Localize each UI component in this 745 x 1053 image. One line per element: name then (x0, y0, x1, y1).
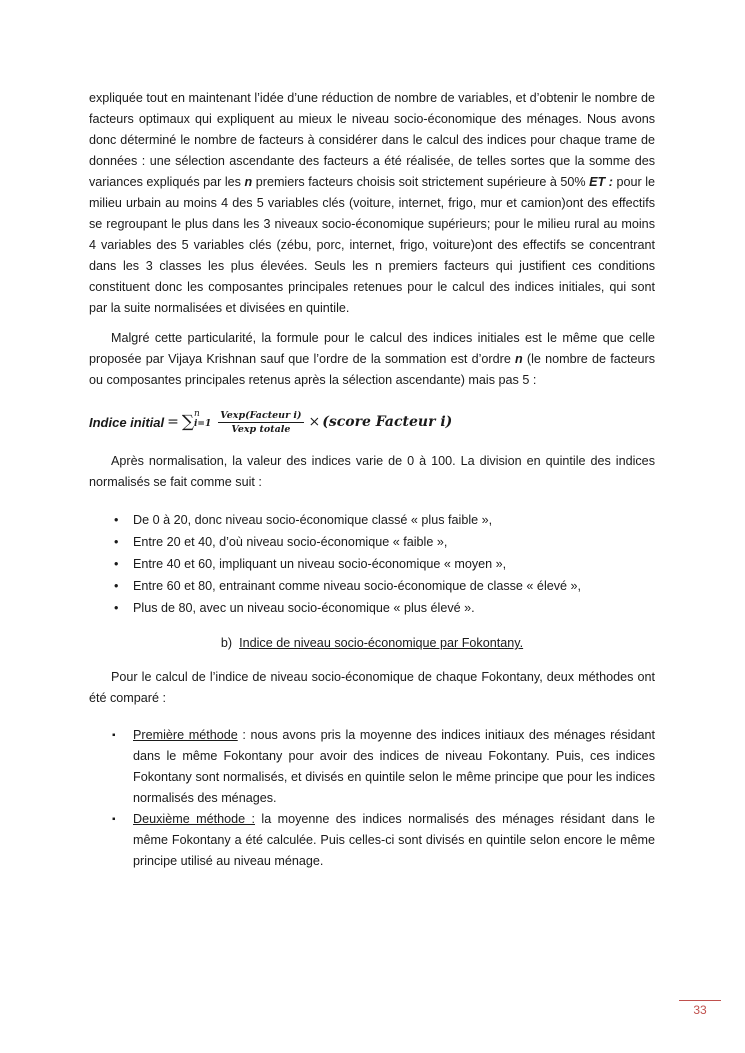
section-prefix: b) (220, 636, 233, 650)
sum-limits (194, 409, 212, 429)
list-item: ▪ Deuxième méthode : la moyenne des indices normalisés des ménages résidant dans le même Fokontany a été calculée. Puis celles-ci sont divisés en quintile selon encore le même principe utilisé au niveau ménage. (89, 809, 655, 872)
paragraph-formula-intro: Malgré cette particularité, la formule pour le calcul des indices initiales est le même que celle proposée par Vijaya Krishnan sauf que l’ordre de la sommation est d’ordre n (le nombre de facteurs ou composantes principales retenus après la sélection ascendante) mais pas 5 : (89, 331, 656, 387)
italic-n: n (244, 175, 253, 189)
section-title: Indice de niveau socio-économique par Fokontany. (239, 636, 524, 650)
bullet-icon: • (114, 601, 119, 615)
variance-fraction (218, 410, 303, 435)
footer-divider (679, 1000, 721, 1001)
list-item: • Entre 20 et 40, d’où niveau socio-économique « faible », (89, 531, 655, 553)
paragraph-normalisation: Après normalisation, la valeur des indices varie de 0 à 100. La division en quintile des indices normalisés se fait comme suit : (89, 454, 655, 489)
method-label: Première méthode (133, 728, 238, 742)
list-item: • Entre 60 et 80, entrainant comme niveau socio-économique de classe « élevé », (89, 575, 655, 597)
list-item: ▪ Première méthode : nous avons pris la moyenne des indices initiaux des ménages résidant dans le même Fokontany pour avoir des indices de niveau Fokontany. Puis, ces indices Fokontany sont normalisés, et divisés en quintile selon le même principe que pour les indices normalisés des ménages. (89, 725, 655, 809)
sigma-symbol: ∑ (181, 412, 194, 432)
bullet-icon: • (114, 513, 119, 527)
list-item: • De 0 à 20, donc niveau socio-économique classé « plus faible », (89, 509, 655, 531)
square-bullet-icon: ▪ (112, 814, 116, 825)
formula-lhs: Indice initial (89, 414, 165, 430)
italic-n: n (515, 352, 523, 366)
list-item: • Plus de 80, avec un niveau socio-économique « plus élevé ». (89, 597, 655, 619)
paragraph-fokontany-intro: Pour le calcul de l’indice de niveau socio-économique de chaque Fokontany, deux méthodes ont été comparé : (89, 670, 655, 705)
sum-lower: i=1 (194, 419, 212, 429)
paragraph-factor-selection: expliquée tout en maintenant l’idée d’une réduction de nombre de variables, et d’obtenir le nombre de facteurs optimaux qui expliquent au mieux le niveau socio-économique des ménages. Nous avons donc déterminé le nombre de facteurs à considérer dans le calcul des indices pour chaque trame de données : une sélection ascendante des facteurs a été réalisée, de telles sortes que la somme des variances expliqués par les n premiers facteurs choisis soit strictement supérieure à 50% ET : pour le milieu urbain au moins 4 des 5 variables clés (voiture, internet, frigo, mur et camion)ont des effectifs se regroupant le plus dans les 3 niveaux socio-économique supérieurs; pour le milieu rural au moins 4 variables des 5 variables clés (zébu, porc, internet, frigo, voiture)ont des effectifs se concentrant dans les 3 classes les plus élevées. Seuls les n premiers facteurs qui justifient ces conditions constituent donc les composantes principales retenues pour le calcul des indices initiales, qui sont par la suite normalisées et divisées en quintile. (89, 91, 655, 315)
page-number: 33 (693, 1003, 707, 1017)
bullet-icon: • (114, 579, 119, 593)
italic-et: ET : (589, 175, 613, 189)
bullet-icon: • (114, 535, 119, 549)
formula-score: (score Facteur i) (322, 414, 453, 430)
method-label: Deuxième méthode : (133, 812, 255, 826)
fraction-denominator: Vexp totale (231, 423, 291, 435)
methods-list (89, 725, 655, 872)
fraction-numerator: Vexp(Facteur i) (220, 409, 302, 421)
document-page (89, 88, 655, 872)
section-heading (89, 633, 655, 654)
times-symbol: × (308, 414, 321, 430)
index-formula (89, 405, 655, 439)
bullet-icon: • (114, 557, 119, 571)
square-bullet-icon: ▪ (112, 730, 116, 741)
quintile-list (89, 509, 655, 619)
list-item: • Entre 40 et 60, impliquant un niveau socio-économique « moyen », (89, 553, 655, 575)
sum-upper: n (194, 409, 200, 419)
formula-equals: = (167, 414, 179, 430)
